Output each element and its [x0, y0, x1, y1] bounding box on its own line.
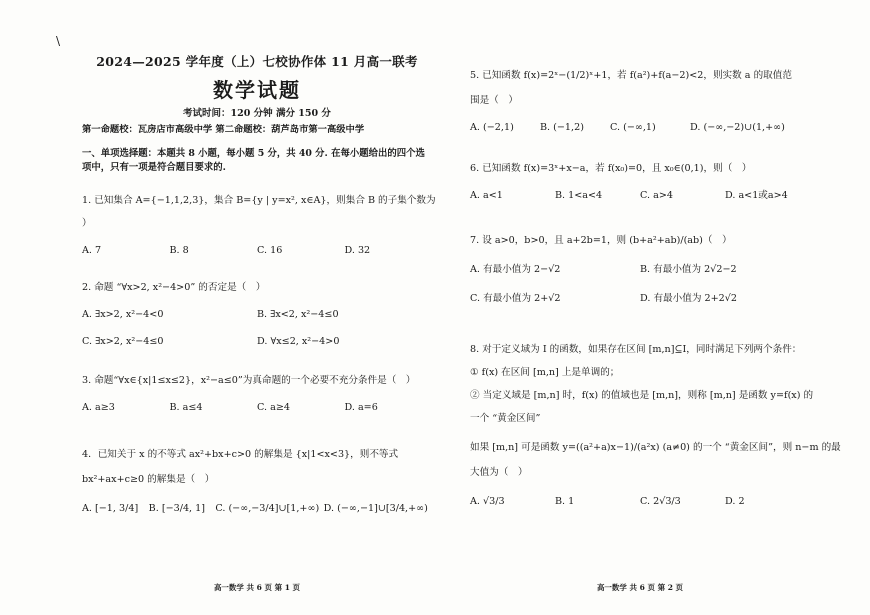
option-b: B. ∃x<2, x²−4≤0 — [257, 309, 339, 320]
exam-schools: 第一命题校：瓦房店市高级中学 第二命题校：葫芦岛市第一高级中学 — [82, 124, 365, 135]
question-5-options — [470, 120, 810, 135]
option-d: D. a=6 — [344, 402, 378, 413]
question-1-options — [82, 243, 432, 258]
question-7-options-row2 — [470, 291, 810, 306]
option-b: B. 有最小值为 2√2−2 — [640, 264, 737, 275]
exam-title: 2024—2025 学年度（上）七校协作体 11 月高一联考 — [96, 54, 418, 69]
question-3-stem: 3. 命题“∀x∈{x|1≤x≤2}，x²−a≤0”为真命题的一个必要不充分条件是（ ） — [82, 375, 416, 386]
corner-mark: \ — [56, 34, 61, 48]
question-3-options — [82, 400, 432, 415]
option-b: B. 8 — [169, 245, 189, 256]
question-4-options — [82, 501, 432, 516]
option-b: B. a≤4 — [169, 402, 203, 413]
option-c: C. (−∞,1) — [610, 122, 656, 133]
question-8-cond1: ① f(x) 在区间 [m,n] 上是单调的； — [470, 367, 620, 378]
page-footer-left: 高一数学 共 6 页 第 1 页 — [213, 583, 301, 592]
option-c: C. 2√3/3 — [640, 496, 681, 507]
question-8-cond4: 如果 [m,n] 可是函数 y=((a²+a)x−1)/(a²x) (a≠0) 的一个 “黄金区间”，则 n−m 的最 — [470, 442, 841, 453]
question-4 — [82, 447, 432, 516]
question-6-stem: 6. 已知函数 f(x)=3ˣ+x−a，若 f(x₀)=0，且 x₀∈(0,1)，则（ ） — [470, 163, 752, 174]
option-d: D. 32 — [344, 245, 371, 256]
option-a: A. [−1, 3/4] — [82, 503, 139, 514]
option-a: A. 7 — [82, 245, 102, 256]
option-c: C. a≥4 — [257, 402, 290, 413]
question-1-stem-cont: ） — [82, 218, 92, 229]
option-a: A. a≥3 — [82, 402, 115, 413]
question-8 — [470, 342, 841, 509]
option-d: D. a<1或a>4 — [725, 190, 788, 201]
option-a: A. 有最小值为 2−√2 — [470, 264, 561, 275]
option-b: B. 1 — [555, 496, 575, 507]
question-6 — [470, 161, 810, 203]
question-2-stem: 2. 命题 “∀x>2, x²−4>0” 的否定是（ ） — [82, 282, 266, 293]
page-left — [82, 44, 436, 615]
question-4-stem: 4．已知关于 x 的不等式 ax²+bx+c>0 的解集是 {x|1<x<3}，则不等式 — [82, 449, 399, 460]
option-d: D. 有最小值为 2+2√2 — [640, 293, 737, 304]
exam-subject: 数学试题 — [213, 78, 301, 102]
page-footer-right: 高一数学 共 6 页 第 2 页 — [596, 583, 684, 592]
question-2 — [82, 280, 432, 349]
option-b: B. (−1,2) — [540, 122, 584, 133]
option-a: A. a<1 — [470, 190, 503, 201]
option-c: C. 有最小值为 2+√2 — [470, 293, 561, 304]
option-a: A. √3/3 — [470, 496, 505, 507]
question-4-stem-cont: bx²+ax+c≥0 的解集是（ ） — [82, 474, 215, 485]
question-6-options — [470, 188, 810, 203]
question-2-options-row2 — [82, 334, 432, 349]
question-3 — [82, 373, 432, 415]
question-8-cond2: ② 当定义域是 [m,n] 时，f(x) 的值域也是 [m,n]，则称 [m,n] 是函数 y=f(x) 的 — [470, 390, 814, 401]
question-1-stem: 1. 已知集合 A={−1,1,2,3}，集合 B={y | y=x², x∈A}，则集合 B 的子集个数为 — [82, 195, 436, 206]
section-heading: 一、单项选择题：本题共 8 小题，每小题 5 分，共 40 分. 在每小题给出的四个选项中，只有一项是符合题目要求的. — [82, 148, 425, 173]
option-c: C. ∃x>2, x²−4≤0 — [82, 336, 164, 347]
option-b: B. [−3/4, 1] — [148, 503, 205, 514]
option-c: C. a>4 — [640, 190, 673, 201]
option-d: D. 2 — [725, 496, 745, 507]
question-8-stem: 8. 对于定义域为 I 的函数，如果存在区间 [m,n]⊆I，同时满足下列两个条件： — [470, 344, 802, 355]
question-8-options — [470, 494, 810, 509]
option-b: B. 1<a<4 — [555, 190, 603, 201]
question-7 — [470, 233, 810, 306]
exam-meta: 考试时间：120 分钟 满分 150 分 — [183, 108, 331, 119]
option-d: D. ∀x≤2, x²−4>0 — [257, 336, 340, 347]
question-8-cond5: 大值为（ ） — [470, 467, 528, 478]
option-a: A. (−2,1) — [470, 122, 514, 133]
option-a: A. ∃x>2, x²−4<0 — [82, 309, 164, 320]
question-5-stem: 5. 已知函数 f(x)=2ˣ−(1/2)ˣ+1，若 f(a²)+f(a−2)<2，则实数 a 的取值范 — [470, 70, 792, 81]
option-d: D. (−∞,−1]∪[3/4,+∞) — [323, 503, 428, 514]
question-1 — [82, 193, 436, 258]
question-7-stem: 7. 设 a>0，b>0，且 a+2b=1，则 (b+a²+ab)/(ab)（ ） — [470, 235, 732, 246]
question-7-options-row1 — [470, 262, 810, 277]
question-2-options-row1 — [82, 307, 432, 322]
question-8-cond3: 一个 “黄金区间” — [470, 413, 541, 424]
option-c: C. (−∞,−3/4]∪[1,+∞) — [215, 503, 320, 514]
question-5 — [470, 68, 810, 135]
option-d: D. (−∞,−2)∪(1,+∞) — [690, 122, 785, 133]
page-right — [470, 44, 841, 615]
option-c: C. 16 — [257, 245, 283, 256]
question-5-stem-cont: 围是（ ） — [470, 95, 518, 106]
